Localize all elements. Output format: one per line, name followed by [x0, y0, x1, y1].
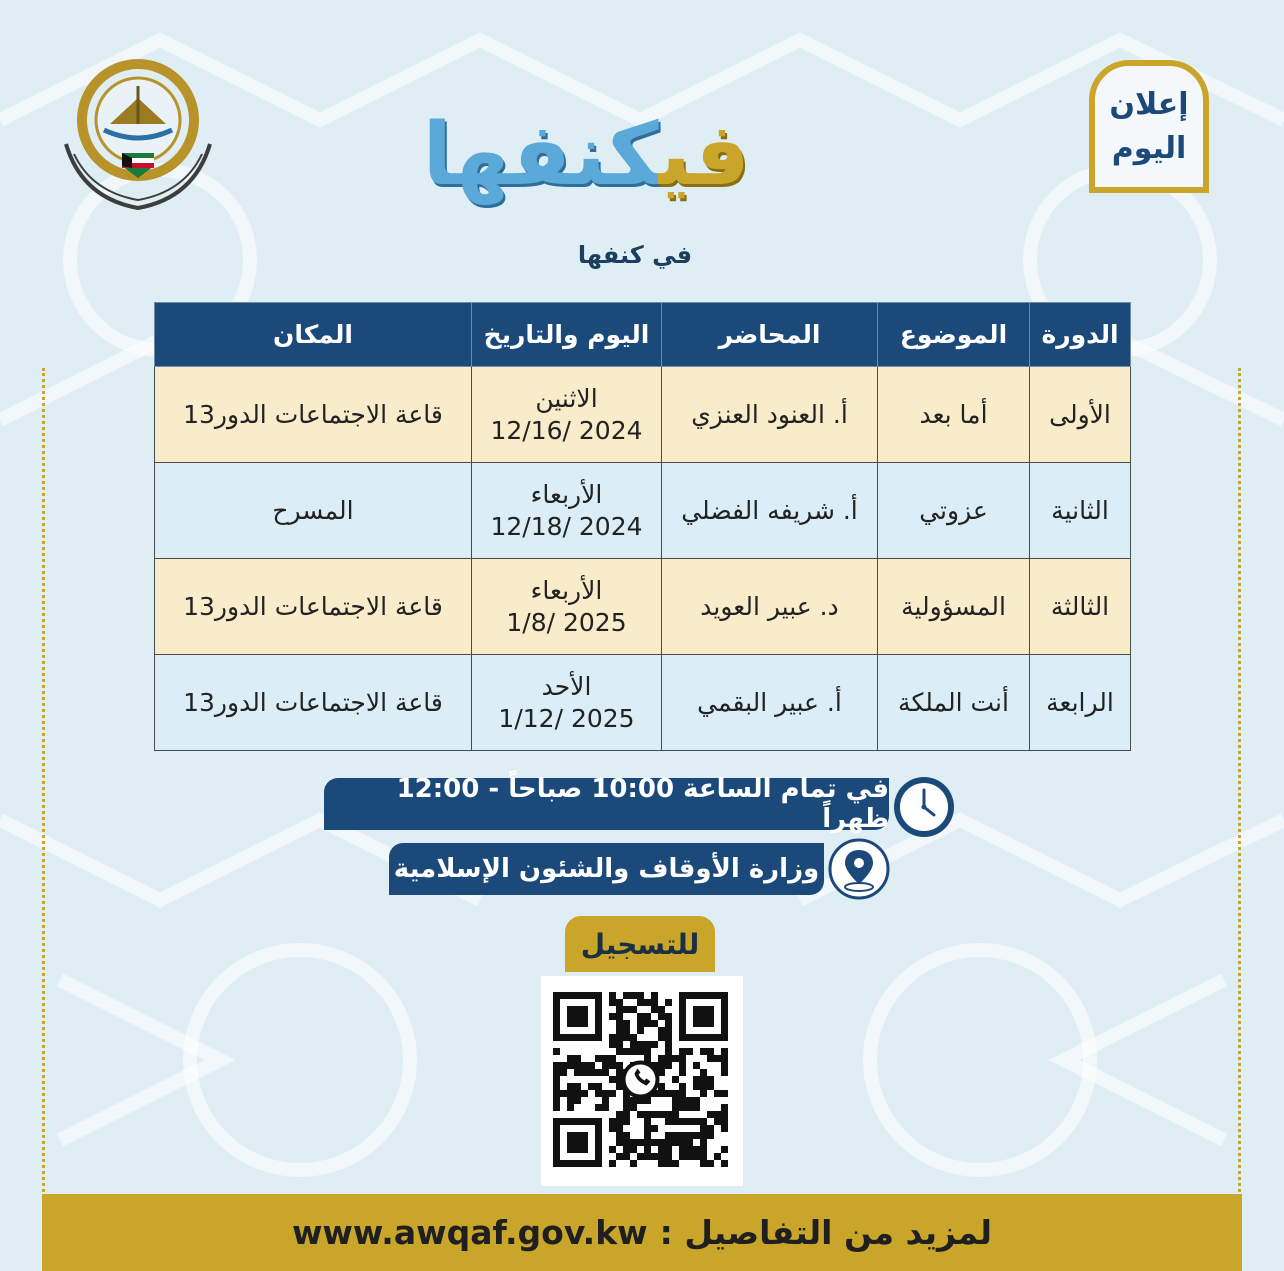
time-text: في تمام الساعة 10:00 صباحاً - 12:00 ظهراً [396, 774, 889, 834]
header-topic: الموضوع [878, 303, 1030, 367]
cell-lecturer: أ. العنود العنزي [662, 367, 878, 463]
announcement-badge [1089, 60, 1209, 193]
table-row [155, 655, 1131, 751]
cell-lecturer: د. عبير العويد [662, 559, 878, 655]
cell-lecturer: أ. شريفه الفضلي [662, 463, 878, 559]
cell-day-text: الاثنين [535, 384, 598, 414]
cell-day-text: الأربعاء [530, 480, 603, 510]
cell-topic: المسؤولية [878, 559, 1030, 655]
title-main-word: كنفها [422, 105, 659, 205]
cell-date-text: 2024 /12/18 [490, 511, 643, 541]
header-course: الدورة [1030, 303, 1131, 367]
campaign-title-logo [422, 55, 750, 280]
registration-qr-code[interactable] [541, 976, 743, 1186]
cell-day-text: الأحد [541, 672, 592, 702]
cell-day-text: الأربعاء [530, 576, 603, 606]
cell-topic: عزوتي [878, 463, 1030, 559]
title-fi-word: في [658, 105, 750, 205]
badge-line-2: اليوم [1111, 130, 1187, 166]
badge-line-1: إعلان [1109, 87, 1189, 122]
cell-date-text: 2024 /12/16 [490, 415, 643, 445]
ministry-emblem-logo [52, 58, 224, 213]
cell-lecturer: أ. عبير البقمي [662, 655, 878, 751]
cell-date [472, 559, 662, 655]
cell-course: الأولى [1030, 367, 1131, 463]
table-row [155, 559, 1131, 655]
cell-date-text: 2025 /1/8 [506, 607, 627, 637]
clock-icon [892, 775, 956, 839]
cell-date [472, 655, 662, 751]
left-dotted-border [42, 368, 45, 1198]
footer-url-link[interactable]: www.awqaf.gov.kw [291, 1213, 648, 1252]
qr-code-pattern [541, 976, 743, 1186]
cell-topic: أنت الملكة [878, 655, 1030, 751]
footer-bar [42, 1194, 1242, 1271]
time-pill [324, 774, 889, 834]
cell-course: الثانية [1030, 463, 1131, 559]
cell-course: الثالثة [1030, 559, 1131, 655]
cell-place: قاعة الاجتماعات الدور13 [155, 559, 472, 655]
location-pin-icon [828, 838, 890, 900]
header-lecturer: المحاضر [662, 303, 878, 367]
cell-place: المسرح [155, 463, 472, 559]
schedule-table [154, 302, 1131, 751]
table-header-row [155, 303, 1131, 367]
header-date: اليوم والتاريخ [472, 303, 662, 367]
table-row [155, 463, 1131, 559]
footer-label: لمزيد من التفاصيل : [659, 1213, 993, 1252]
place-pill [389, 843, 824, 895]
table-row [155, 367, 1131, 463]
cell-date [472, 463, 662, 559]
cell-place: قاعة الاجتماعات الدور13 [155, 367, 472, 463]
register-label [565, 916, 715, 972]
cell-date [472, 367, 662, 463]
register-text: للتسجيل [580, 927, 700, 961]
cell-date-text: 2025 /1/12 [498, 703, 635, 733]
title-subtitle: في كنفها [577, 241, 693, 269]
header-place: المكان [155, 303, 472, 367]
cell-topic: أما بعد [878, 367, 1030, 463]
cell-place: قاعة الاجتماعات الدور13 [155, 655, 472, 751]
title-main-text [422, 105, 750, 205]
cell-course: الرابعة [1030, 655, 1131, 751]
right-dotted-border [1238, 368, 1241, 1198]
place-text: وزارة الأوقاف والشئون الإسلامية [393, 854, 820, 884]
